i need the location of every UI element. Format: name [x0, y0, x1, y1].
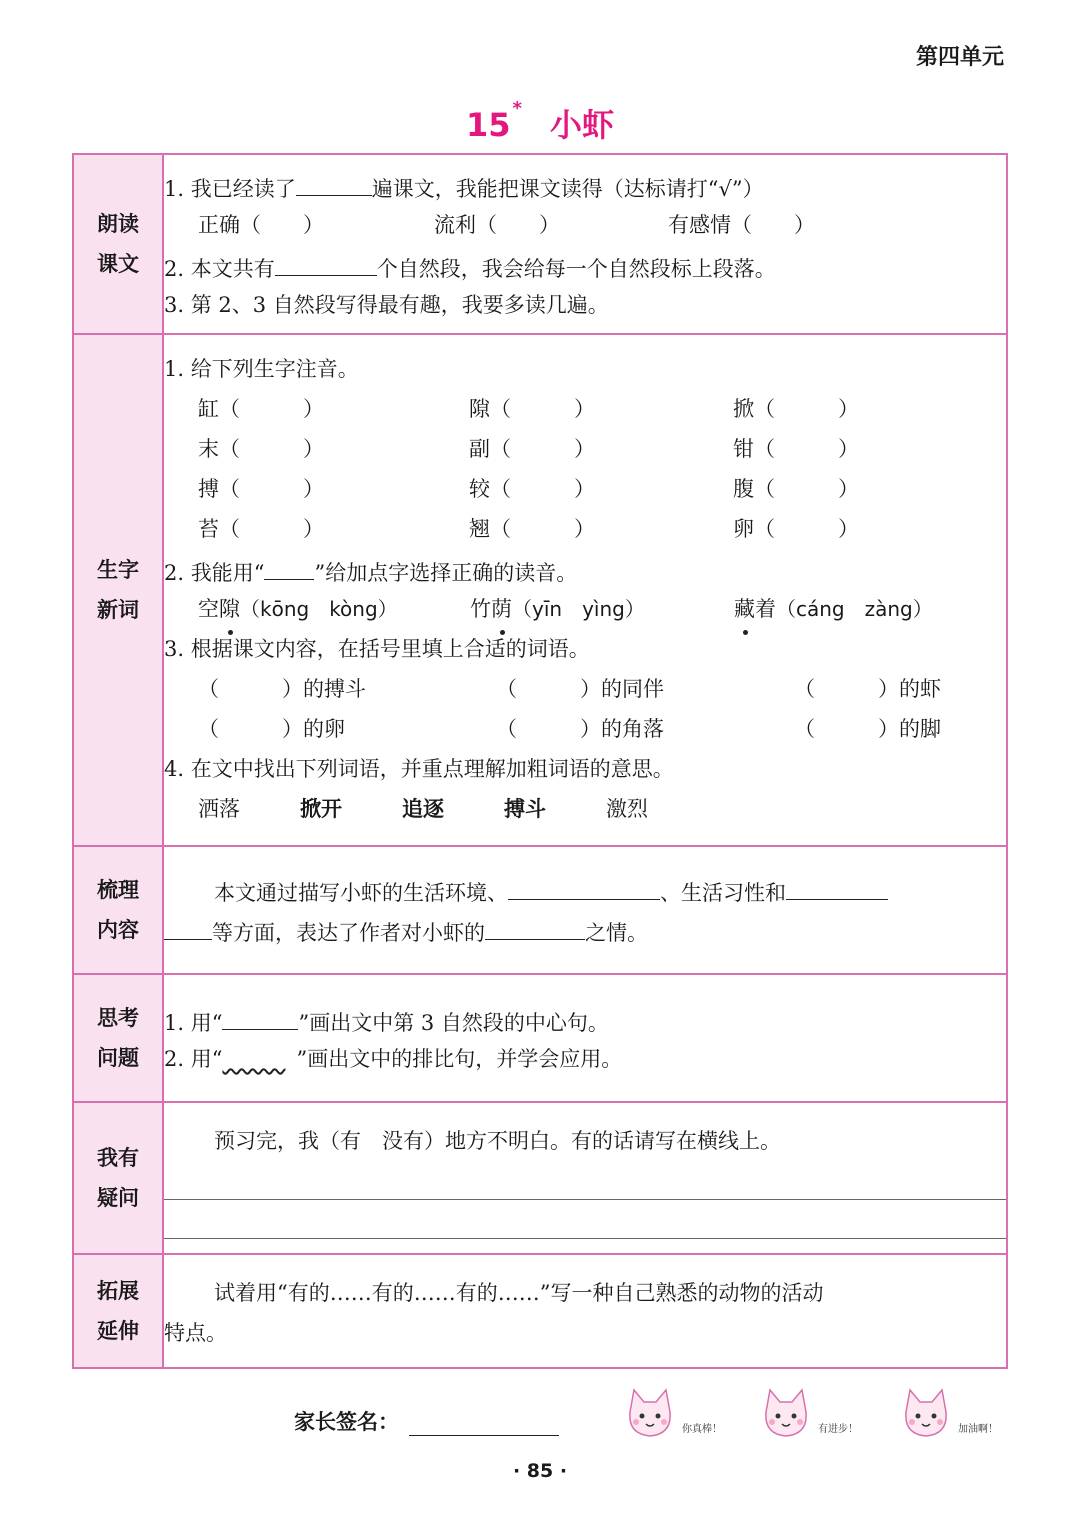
text: 1. 我已经读了 — [164, 177, 296, 201]
pinyin-item[interactable]: 隙（ ） — [469, 397, 595, 421]
word-row — [164, 789, 1006, 829]
label-line: 梳理 — [97, 878, 139, 902]
cat-face-icon — [906, 1390, 946, 1436]
text: 等方面，表达了作者对小虾的 — [212, 921, 485, 945]
section-label — [73, 846, 163, 974]
char: 着 — [755, 597, 776, 621]
pinyin-item[interactable]: 腹（ ） — [733, 477, 859, 501]
section-content — [163, 1102, 1007, 1254]
section-content — [163, 1254, 1007, 1368]
dotted-char: 荫 — [491, 589, 512, 629]
section-label — [73, 154, 163, 334]
text: 、生活习性和 — [660, 881, 786, 905]
pinyin-item[interactable]: 苔（ ） — [198, 517, 324, 541]
pinyin-row — [164, 469, 1006, 509]
pinyin-item[interactable]: 翘（ ） — [469, 517, 595, 541]
chars-q3: 3. 根据课文内容，在括号里填上合适的词语。 — [164, 637, 590, 661]
section-chars — [73, 334, 1007, 846]
option-emotion[interactable]: 有感情（ ） — [668, 213, 815, 237]
line-sample — [222, 999, 298, 1030]
reading-choice[interactable] — [198, 589, 470, 629]
text: ”给加点字选择正确的读音。 — [314, 561, 578, 585]
pinyin-row — [164, 389, 1006, 429]
reading-choice[interactable] — [470, 589, 734, 629]
lesson-title — [0, 100, 1080, 146]
label-line: 延伸 — [97, 1319, 139, 1343]
option-fluent[interactable]: 流利（ ） — [434, 213, 560, 237]
fill-item[interactable]: （ ）的卵 — [198, 717, 345, 741]
section-reading — [73, 154, 1007, 334]
label-line: 新词 — [97, 598, 139, 622]
answer-blank[interactable] — [485, 909, 585, 940]
text: ”画出文中的排比句，并学会应用。 — [296, 1047, 623, 1071]
sticker-label: 有进步！ — [818, 1424, 858, 1435]
dotted-char: 隙 — [219, 589, 240, 629]
section-content — [163, 846, 1007, 974]
pinyin-item[interactable]: 较（ ） — [469, 477, 595, 501]
label-line: 我有 — [97, 1146, 139, 1170]
fill-item[interactable]: （ ）的脚 — [794, 717, 941, 741]
think-q1 — [164, 999, 1006, 1039]
pinyin-item[interactable]: 钳（ ） — [733, 437, 859, 461]
text: 本文通过描写小虾的生活环境、 — [214, 881, 508, 905]
pinyin-options: （cáng zàng） — [776, 597, 933, 621]
word-bold: 掀开 — [300, 796, 342, 821]
mark-sample-blank — [264, 549, 314, 580]
text: 之情。 — [585, 921, 648, 945]
answer-blank[interactable] — [275, 245, 377, 276]
summary-line-1 — [164, 869, 1006, 909]
section-think — [73, 974, 1007, 1102]
label-line: 课文 — [97, 252, 139, 276]
reading-q2 — [164, 245, 1006, 285]
word: 洒落 — [198, 797, 240, 821]
pinyin-options: （yīn yìng） — [512, 597, 645, 621]
word-bold: 追逐 — [402, 796, 444, 821]
reward-stickers — [620, 1382, 1020, 1442]
reading-options — [164, 205, 1006, 245]
signature-label: 家长签名： — [294, 1410, 399, 1434]
sticker-great[interactable] — [630, 1390, 722, 1436]
section-content — [163, 974, 1007, 1102]
fill-item[interactable]: （ ）的虾 — [794, 677, 941, 701]
chars-q1: 1. 给下列生字注音。 — [164, 357, 359, 381]
fill-item[interactable]: （ ）的角落 — [496, 717, 664, 741]
answer-blank[interactable] — [786, 869, 888, 900]
answer-blank[interactable] — [296, 165, 372, 196]
label-line: 拓展 — [97, 1279, 139, 1303]
reading-q3: 3. 第 2、3 自然段写得最有趣，我要多读几遍。 — [164, 293, 609, 317]
text: 遍课文，我能把课文读得（达标请打“√”） — [371, 177, 764, 201]
sticker-label: 你真棒！ — [682, 1424, 722, 1435]
label-line: 朗读 — [97, 212, 139, 236]
pinyin-item[interactable]: 缸（ ） — [198, 397, 324, 421]
parent-signature — [294, 1406, 559, 1436]
lesson-star: * — [512, 98, 522, 119]
section-content — [163, 334, 1007, 846]
lesson-number: 15 — [466, 106, 511, 144]
writing-line[interactable] — [164, 1200, 1006, 1239]
label-line: 生字 — [97, 558, 139, 582]
fill-item[interactable]: （ ）的搏斗 — [198, 677, 366, 701]
label-line: 内容 — [97, 918, 139, 942]
pinyin-item[interactable]: 卵（ ） — [733, 517, 859, 541]
word: 激烈 — [606, 797, 648, 821]
char: 竹 — [470, 597, 491, 621]
sticker-progress[interactable] — [766, 1390, 858, 1436]
reading-choice-row — [164, 589, 1006, 629]
text: ”画出文中第 3 自然段的中心句。 — [298, 1011, 609, 1035]
dotted-char: 藏 — [734, 589, 755, 629]
pinyin-options: （kōng kòng） — [240, 597, 398, 621]
section-label — [73, 974, 163, 1102]
text: 个自然段，我会给每一个自然段标上段落。 — [376, 257, 776, 281]
signature-line[interactable] — [409, 1411, 559, 1436]
pinyin-row — [164, 429, 1006, 469]
cat-face-icon — [630, 1390, 670, 1436]
summary-line-2 — [164, 909, 1006, 949]
label-line: 疑问 — [97, 1186, 139, 1210]
pinyin-item[interactable]: 搏（ ） — [198, 477, 324, 501]
section-label — [73, 334, 163, 846]
extend-line-2: 特点。 — [164, 1321, 227, 1345]
answer-blank[interactable] — [164, 909, 212, 940]
section-extend — [73, 1254, 1007, 1368]
section-content — [163, 154, 1007, 334]
section-label — [73, 1254, 163, 1368]
chars-q2 — [164, 549, 1006, 589]
pinyin-item[interactable]: 副（ ） — [469, 437, 595, 461]
sticker-cheer[interactable] — [906, 1390, 998, 1436]
extend-line-1: 试着用“有的……有的……有的……”写一种自己熟悉的动物的活动 — [214, 1281, 824, 1305]
worksheet-table — [72, 153, 1008, 1369]
sticker-label: 加油啊！ — [958, 1424, 998, 1435]
wavy-line-sample — [222, 1039, 296, 1069]
cat-face-icon — [766, 1390, 806, 1436]
lesson-name: 小虾 — [549, 106, 614, 144]
fill-row — [164, 669, 1006, 709]
answer-blank[interactable] — [508, 869, 660, 900]
writing-line[interactable] — [164, 1161, 1006, 1200]
pinyin-item[interactable]: 末（ ） — [198, 437, 324, 461]
section-doubt — [73, 1102, 1007, 1254]
unit-title: 第四单元 — [915, 45, 1004, 70]
think-q2 — [164, 1039, 1006, 1079]
text: 2. 我能用“ — [164, 561, 265, 585]
pinyin-row — [164, 509, 1006, 549]
label-line: 思考 — [97, 1006, 139, 1030]
text: 2. 本文共有 — [164, 257, 275, 281]
word-bold: 搏斗 — [504, 796, 546, 821]
char: 空 — [198, 597, 219, 621]
doubt-text: 预习完，我（有 没有）地方不明白。有的话请写在横线上。 — [214, 1129, 781, 1153]
option-correct[interactable]: 正确（ ） — [198, 213, 324, 237]
label-line: 问题 — [97, 1046, 139, 1070]
section-label — [73, 1102, 163, 1254]
page-number: · 85 · — [512, 1460, 568, 1482]
section-summary — [73, 846, 1007, 974]
fill-item[interactable]: （ ）的同伴 — [496, 677, 664, 701]
reading-q1 — [164, 165, 1006, 205]
pinyin-item[interactable]: 掀（ ） — [733, 397, 859, 421]
chars-q4: 4. 在文中找出下列词语，并重点理解加粗词语的意思。 — [164, 757, 674, 781]
text: 1. 用“ — [164, 1011, 223, 1035]
reading-choice[interactable] — [734, 589, 933, 629]
fill-row — [164, 709, 1006, 749]
text: 2. 用“ — [164, 1047, 223, 1071]
